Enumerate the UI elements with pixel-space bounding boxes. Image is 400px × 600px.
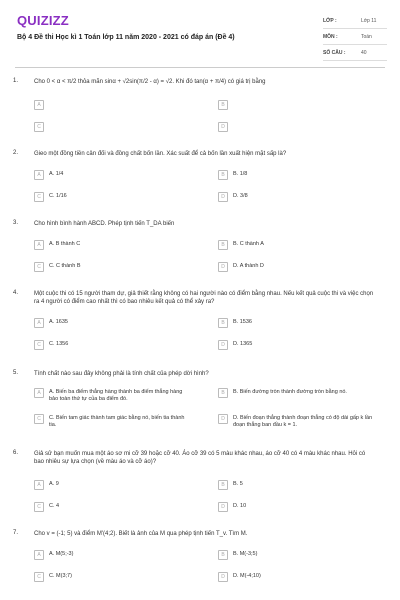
info-key: LỚP :: [323, 17, 337, 24]
option-c[interactable]: [34, 572, 72, 582]
question-number: 2.: [13, 150, 19, 156]
option-letter: D: [218, 262, 228, 272]
option-c[interactable]: [34, 502, 59, 512]
option-letter: A: [34, 100, 44, 110]
question-number: 6.: [13, 450, 19, 456]
option-text: B. 1/8: [233, 171, 248, 177]
option-a[interactable]: [34, 480, 59, 490]
option-letter: C: [34, 192, 44, 202]
option-text: A. B thành C: [49, 241, 81, 247]
option-a[interactable]: [34, 240, 80, 250]
info-box: [323, 13, 387, 61]
option-text: C. M(3;7): [49, 573, 72, 579]
option-letter: B: [218, 480, 228, 490]
option-text: C. C thành B: [49, 263, 81, 269]
info-row-subject: [323, 29, 387, 45]
option-letter: B: [218, 170, 228, 180]
option-letter: B: [218, 240, 228, 250]
option-d[interactable]: [218, 502, 246, 512]
question-number: 7.: [13, 530, 19, 536]
info-row-count: [323, 45, 387, 61]
option-letter: A: [34, 240, 44, 250]
header-divider: [15, 67, 385, 68]
option-d[interactable]: [218, 340, 252, 350]
option-text: A. Biến ba điểm thẳng hàng thành ba điểm thẳng hàng bảo toàn thứ tự của ba điểm đó.: [49, 389, 183, 402]
option-letter: C: [34, 340, 44, 350]
option-letter: C: [34, 502, 44, 512]
option-b[interactable]: [218, 550, 257, 560]
option-text: A. 1/4: [49, 171, 64, 177]
option-text: A. M(5;-3): [49, 551, 74, 557]
header: [0, 0, 400, 68]
option-b[interactable]: [218, 170, 247, 180]
option-text: B. 1536: [233, 319, 252, 325]
question-number: 4.: [13, 290, 19, 296]
option-a[interactable]: [34, 100, 49, 110]
option-letter: B: [218, 100, 228, 110]
option-letter: A: [34, 170, 44, 180]
option-c[interactable]: [34, 262, 81, 272]
option-text: D. 10: [233, 503, 247, 509]
option-d[interactable]: [218, 122, 233, 132]
option-c[interactable]: [34, 122, 49, 132]
option-c[interactable]: [34, 192, 67, 202]
option-letter: D: [218, 340, 228, 350]
option-text: C. 1356: [49, 341, 69, 347]
option-c[interactable]: [34, 340, 68, 350]
option-letter: B: [218, 388, 228, 398]
option-b[interactable]: [218, 388, 373, 398]
option-text: B. M(-3;5): [233, 551, 258, 557]
option-b[interactable]: [218, 480, 243, 490]
info-value: Lớp 11: [361, 17, 377, 24]
option-text: D. M(-4;10): [233, 573, 261, 579]
option-letter: C: [34, 414, 44, 424]
option-a[interactable]: [34, 170, 63, 180]
option-d[interactable]: [218, 414, 373, 429]
option-text: D. 1365: [233, 341, 253, 347]
info-key: SỐ CÂU :: [323, 49, 346, 56]
option-letter: A: [34, 480, 44, 490]
question-text: Giả sử bạn muốn mua một áo sơ mi cỡ 39 hoặc cỡ 40. Áo cỡ 39 có 5 màu khác nhau, áo cỡ 40 có 4 màu khác nhau. Hỏi có bao nhiêu sự lựa chọn (về màu áo và cỡ áo)?: [34, 451, 366, 465]
question-text: Tính chất nào sau đây không phải là tính chất của phép dời hình?: [34, 371, 209, 377]
question-number: 1.: [13, 78, 19, 84]
option-d[interactable]: [218, 192, 248, 202]
option-letter: B: [218, 550, 228, 560]
option-text: D. A thành D: [233, 263, 264, 269]
option-text: C. 4: [49, 503, 60, 509]
option-text: D. Biến đoạn thẳng thành đoạn thẳng có độ dài gấp k lần đoạn thẳng ban đầu k = 1.: [233, 415, 373, 428]
option-letter: D: [218, 414, 228, 424]
option-b[interactable]: [218, 240, 264, 250]
question-text: Một cuộc thi có 15 người tham dự, giả thiết rằng không có hai người nào có điểm bằng nhau. Nếu kết quả cuộc thi và việc chọn ra 4 người có điểm cao nhất thì có bao nhiêu kết quả có thể xảy ra?: [34, 291, 374, 305]
question-text: Cho hình bình hành ABCD. Phép tịnh tiến T_DA biến: [34, 221, 175, 227]
option-letter: D: [218, 192, 228, 202]
option-a[interactable]: [34, 318, 68, 328]
option-text: B. 5: [233, 481, 243, 487]
option-a[interactable]: [34, 550, 73, 560]
option-text: B. Biến đường tròn thành đường tròn bằng nó.: [233, 389, 347, 395]
question-text: Gieo một đồng tiền cân đối và đồng chất bốn lần. Xác suất để cả bốn lần xuất hiện mặt sấp là?: [34, 151, 287, 157]
option-text: C. Biến tam giác thành tam giác bằng nó, biến tia thành tia.: [49, 415, 185, 428]
info-key: MÔN :: [323, 33, 338, 40]
option-letter: C: [34, 262, 44, 272]
option-b[interactable]: [218, 100, 233, 110]
question-text: Cho v = (-1; 5) và điểm M'(4;2). Biết là ảnh của M qua phép tịnh tiến T_v. Tìm M.: [34, 531, 248, 537]
option-letter: B: [218, 318, 228, 328]
info-value: Toán: [361, 33, 372, 40]
quizizz-logo: QUIZIZZ: [17, 13, 69, 28]
question-text: Cho 0 < α < π/2 thỏa mãn sinα + √2sin(π/2 - α) = √2. Khi đó tan(α + π/4) có giá trị bằng: [34, 79, 266, 85]
option-letter: C: [34, 122, 44, 132]
question-number: 5.: [13, 370, 19, 376]
info-row-class: [323, 13, 387, 29]
question-number: 3.: [13, 220, 19, 226]
option-text: D. 3/8: [233, 193, 248, 199]
option-letter: D: [218, 572, 228, 582]
option-d[interactable]: [218, 572, 261, 582]
option-a[interactable]: [34, 388, 189, 403]
option-b[interactable]: [218, 318, 252, 328]
option-text: B. C thành A: [233, 241, 264, 247]
option-letter: C: [34, 572, 44, 582]
option-letter: A: [34, 318, 44, 328]
option-text: C. 1/16: [49, 193, 67, 199]
option-text: A. 9: [49, 481, 59, 487]
option-letter: A: [34, 388, 44, 398]
option-c[interactable]: [34, 414, 189, 429]
option-d[interactable]: [218, 262, 264, 272]
document-title: Bộ 4 Đề thi Học kì 1 Toán lớp 11 năm 2020 - 2021 có đáp án (Đề 4): [17, 34, 235, 41]
option-letter: A: [34, 550, 44, 560]
option-letter: D: [218, 502, 228, 512]
option-text: A. 1635: [49, 319, 68, 325]
option-letter: D: [218, 122, 228, 132]
info-value: 40: [361, 49, 367, 56]
